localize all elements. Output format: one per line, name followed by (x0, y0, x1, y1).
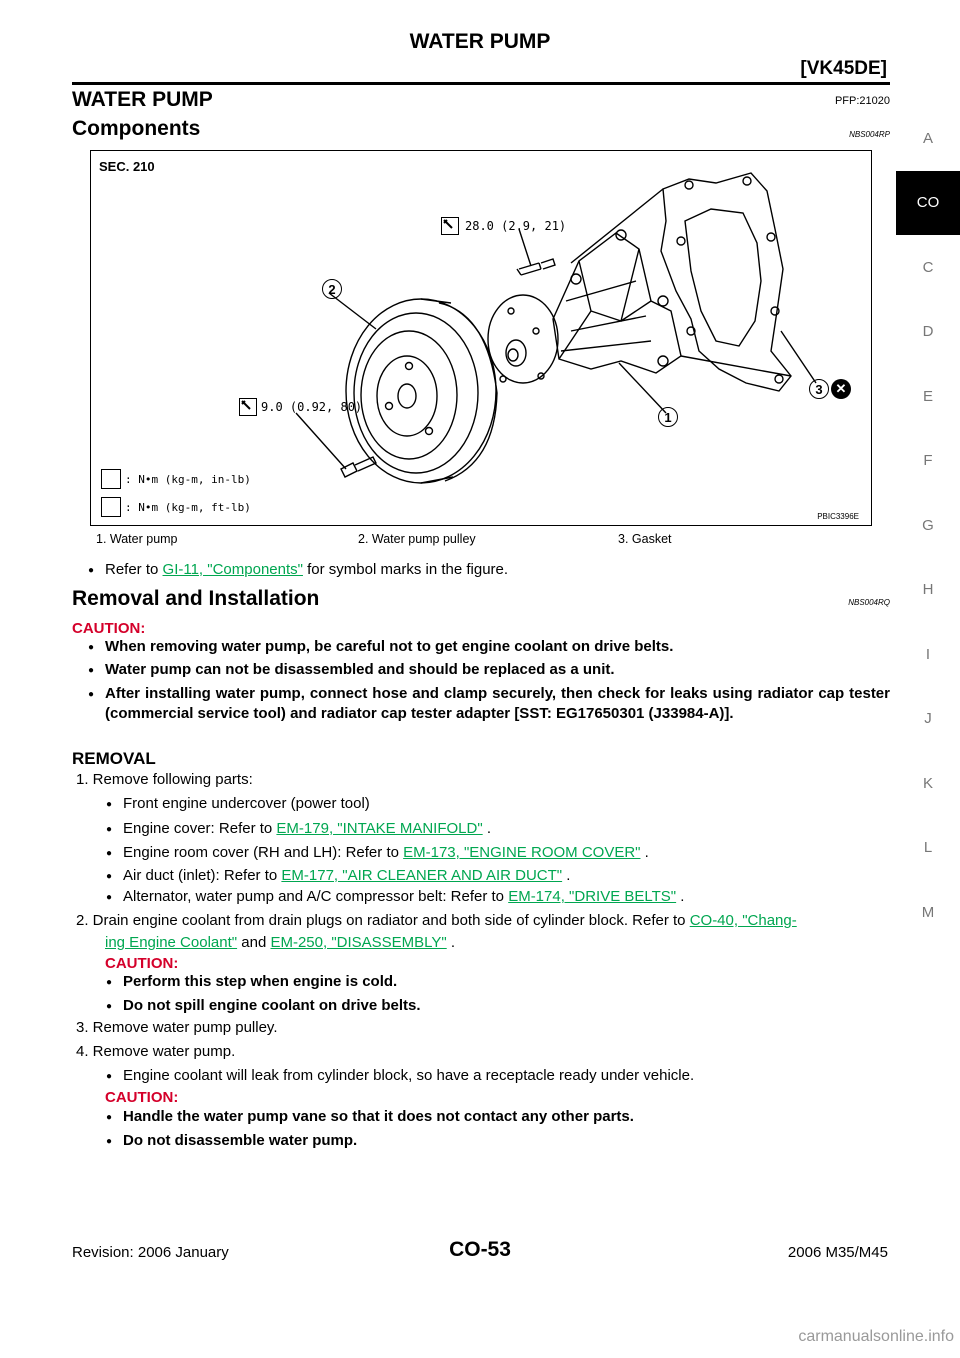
figure-sec-label: SEC. 210 (99, 159, 155, 174)
side-tab-a[interactable]: A (922, 129, 933, 147)
step1-item-2: ● Engine cover: Refer to EM-179, "INTAKE MANIFOLD" . (123, 819, 491, 839)
step1-item-3: ● Engine room cover (RH and LH): Refer to EM-173, "ENGINE ROOM COVER" . (123, 843, 649, 863)
page-header-model: [VK45DE] (800, 58, 887, 79)
legend-in-lb (101, 469, 251, 489)
wrench-ft-lb-icon (101, 497, 121, 517)
page-header-title: WATER PUMP (409, 30, 551, 53)
torque-spec-bottom: 9.0 (0.92, 80) (261, 400, 363, 414)
side-tab-j[interactable]: J (924, 710, 932, 728)
step-4: 4. Remove water pump. (76, 1043, 236, 1060)
legend-in-lb-text: : N•m (kg-m, in-lb) (125, 472, 251, 486)
side-tab-co[interactable]: CO (896, 171, 960, 236)
co-40-link-b[interactable]: ing Engine Coolant" (105, 934, 238, 951)
side-tab-i[interactable]: I (925, 645, 931, 663)
side-tab-k[interactable]: K (922, 774, 933, 792)
step4-caution-label: CAUTION: (105, 1089, 179, 1106)
side-tab-e[interactable]: E (922, 387, 933, 405)
part-2: 2. Water pump pulley (358, 532, 476, 546)
step-2: 2. Drain engine coolant from drain plugs on radiator and both side of cylinder block. Refer to CO-40, "Chang- (76, 912, 797, 929)
caution-3: ● After installing water pump, connect hose and clamp securely, then check for leaks using radiator cap tester (commercial service tool) and radiator cap tester adapter [SST: EG17650301 (J33984-A)]. (105, 684, 890, 724)
removal-heading: Removal and Installation (72, 587, 320, 610)
legend-ft-lb (101, 497, 251, 517)
torque-wrench-icon-bottom (239, 398, 257, 416)
callout-3: 3 (809, 379, 829, 399)
co-40-link-a[interactable]: CO-40, "Chang- (689, 912, 797, 929)
step-3: 3. Remove water pump pulley. (76, 1019, 278, 1036)
side-tab-g[interactable]: G (922, 516, 934, 534)
gasket-outline (661, 173, 791, 391)
removal-code: NBS004RQ (848, 598, 890, 607)
pulley-outer (346, 299, 496, 483)
side-tab-l[interactable]: L (923, 839, 933, 857)
em-179-link[interactable]: EM-179, "INTAKE MANIFOLD" (276, 820, 483, 837)
components-code: NBS004RP (849, 130, 890, 139)
step2-caution-2: ● Do not spill engine coolant on drive belts. (123, 996, 421, 1016)
part-3: 3. Gasket (618, 532, 672, 546)
step4-item: ● Engine coolant will leak from cylinder block, so have a receptacle ready under vehicle. (123, 1066, 694, 1086)
step4-caution-2: ● Do not disassemble water pump. (123, 1131, 357, 1151)
side-tab-c[interactable]: C (922, 258, 934, 276)
components-figure (90, 150, 872, 526)
part-1: 1. Water pump (96, 532, 178, 546)
gi-11-link[interactable]: GI-11, "Components" (162, 561, 303, 578)
components-heading: Components (72, 117, 201, 140)
em-177-link[interactable]: EM-177, "AIR CLEANER AND AIR DUCT" (281, 867, 563, 884)
callout-1: 1 (658, 407, 678, 427)
footer-page-number: CO-53 (449, 1238, 511, 1261)
pfp-code: PFP:21020 (834, 95, 890, 107)
symbol-note: ● Refer to GI-11, "Components" for symbol marks in the figure. (105, 560, 508, 580)
step1-item-1: ● Front engine undercover (power tool) (123, 794, 370, 814)
caution-2: ● Water pump can not be disassembled and should be replaced as a unit. (105, 660, 890, 680)
caution-1: ● When removing water pump, be careful not to get engine coolant on drive belts. (105, 637, 890, 657)
figure-code: PBIC3396E (817, 512, 859, 521)
step-2-cont: ing Engine Coolant" and EM-250, "DISASSEMBLY" . (105, 934, 456, 951)
step2-caution-label: CAUTION: (105, 955, 179, 972)
torque-spec-top: 28.0 (2.9, 21) (465, 219, 567, 233)
em-250-link[interactable]: EM-250, "DISASSEMBLY" (270, 934, 447, 951)
header-rule (72, 82, 890, 85)
side-tab-f[interactable]: F (923, 452, 933, 470)
legend-ft-lb-text: : N•m (kg-m, ft-lb) (125, 500, 251, 514)
pump-flange (488, 295, 558, 383)
side-index (896, 106, 960, 945)
footer-model: 2006 M35/M45 (787, 1244, 888, 1261)
side-tab-h[interactable]: H (922, 581, 934, 599)
torque-wrench-icon-top (441, 217, 459, 235)
side-tab-d[interactable]: D (922, 323, 934, 341)
step4-caution-1: ● Handle the water pump vane so that it does not contact any other parts. (123, 1107, 634, 1127)
caution-label: CAUTION: (72, 620, 146, 637)
wrench-in-lb-icon (101, 469, 121, 489)
step1-item-5: ● Alternator, water pump and A/C compressor belt: Refer to EM-174, "DRIVE BELTS" . (123, 887, 684, 907)
section-title: WATER PUMP (72, 88, 213, 111)
callout-2: 2 (322, 279, 342, 299)
watermark: carmanualsonline.info (798, 1328, 954, 1345)
em-173-link[interactable]: EM-173, "ENGINE ROOM COVER" (403, 844, 641, 861)
step-1: 1. Remove following parts: (76, 771, 253, 788)
step1-item-4: ● Air duct (inlet): Refer to EM-177, "AIR CLEANER AND AIR DUCT" . (123, 866, 570, 886)
em-174-link[interactable]: EM-174, "DRIVE BELTS" (508, 888, 677, 905)
step2-caution-1: ● Perform this step when engine is cold. (123, 972, 397, 992)
removal-subheading: REMOVAL (72, 749, 156, 768)
side-tab-m[interactable]: M (921, 903, 935, 921)
footer-revision: Revision: 2006 January (72, 1244, 229, 1261)
replace-mark-icon: ✕ (831, 379, 851, 399)
